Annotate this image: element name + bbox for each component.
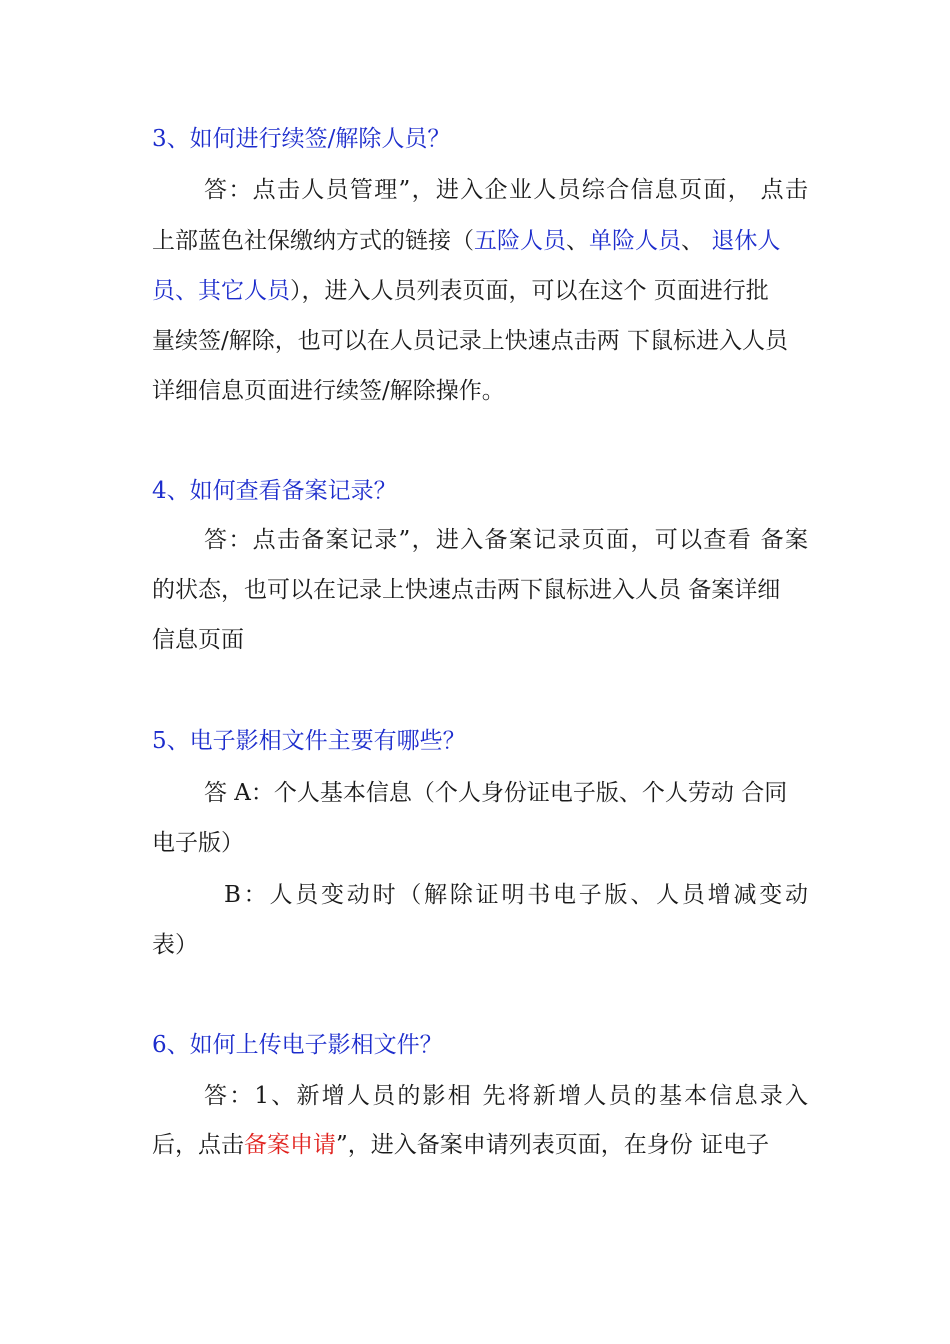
section-6-line-2-text: 后，点击 (152, 1132, 244, 1158)
section-4-line-1: 答：点击备案记录”，进入备案记录页面，可以查看 备案 (204, 527, 808, 553)
section-5-line-3: B：人员变动时（解除证明书电子版、人员增减变动 (224, 882, 808, 908)
separator: 、 (681, 228, 712, 254)
section-6-line-2 (152, 1130, 769, 1160)
section-5-heading: 5、电子影相文件主要有哪些？ (152, 728, 466, 754)
section-3-line-4: 量续签/解除，也可以在人员记录上快速点击两 下鼠标进入人员 (152, 328, 789, 354)
link-qita-renyuan[interactable]: 其它人员 (198, 278, 290, 304)
section-4-heading: 4、如何查看备案记录？ (152, 478, 397, 504)
link-tuixiu-renyuan-part1[interactable]: 退休人 (711, 228, 781, 254)
section-3-line-2 (152, 226, 780, 256)
section-5-line-1: 答 A：个人基本信息（个人身份证电子版、个人劳动 合同 (204, 780, 788, 806)
link-wuxian-renyuan[interactable]: 五险人员 (474, 228, 566, 254)
link-danxian-renyuan[interactable]: 单险人员 (589, 228, 681, 254)
section-5-line-2: 电子版） (152, 830, 244, 856)
section-4-line-3: 信息页面 (152, 627, 244, 653)
section-3-line-3-text: ），进入人员列表页面，可以在这个 页面进行批 (290, 278, 769, 304)
link-beian-shenqing[interactable]: 备案申请 (244, 1132, 336, 1158)
section-6-heading: 6、如何上传电子影相文件？ (152, 1032, 443, 1058)
separator: 、 (566, 228, 589, 254)
section-3-line-5: 详细信息页面进行续签/解除操作。 (152, 378, 505, 404)
section-3-heading: 3、如何进行续签/解除人员？ (152, 126, 451, 152)
section-6-line-1: 答：1、新增人员的影相 先将新增人员的基本信息录入 (204, 1083, 808, 1109)
section-6-line-2-rest: ”，进入备案申请列表页面，在身份 证电子 (336, 1132, 770, 1158)
section-5-line-4: 表） (152, 932, 198, 958)
section-3-line-1: 答：点击人员管理”，进入企业人员综合信息页面， 点击 (204, 177, 808, 203)
link-tuixiu-renyuan-part2[interactable]: 员 (152, 278, 175, 304)
separator: 、 (175, 278, 198, 304)
section-4-line-2: 的状态，也可以在记录上快速点击两下鼠标进入人员 备案详细 (152, 577, 781, 603)
section-3-line-2-text: 上部蓝色社保缴纳方式的链接（ (152, 228, 474, 254)
section-3-line-3 (152, 276, 769, 306)
